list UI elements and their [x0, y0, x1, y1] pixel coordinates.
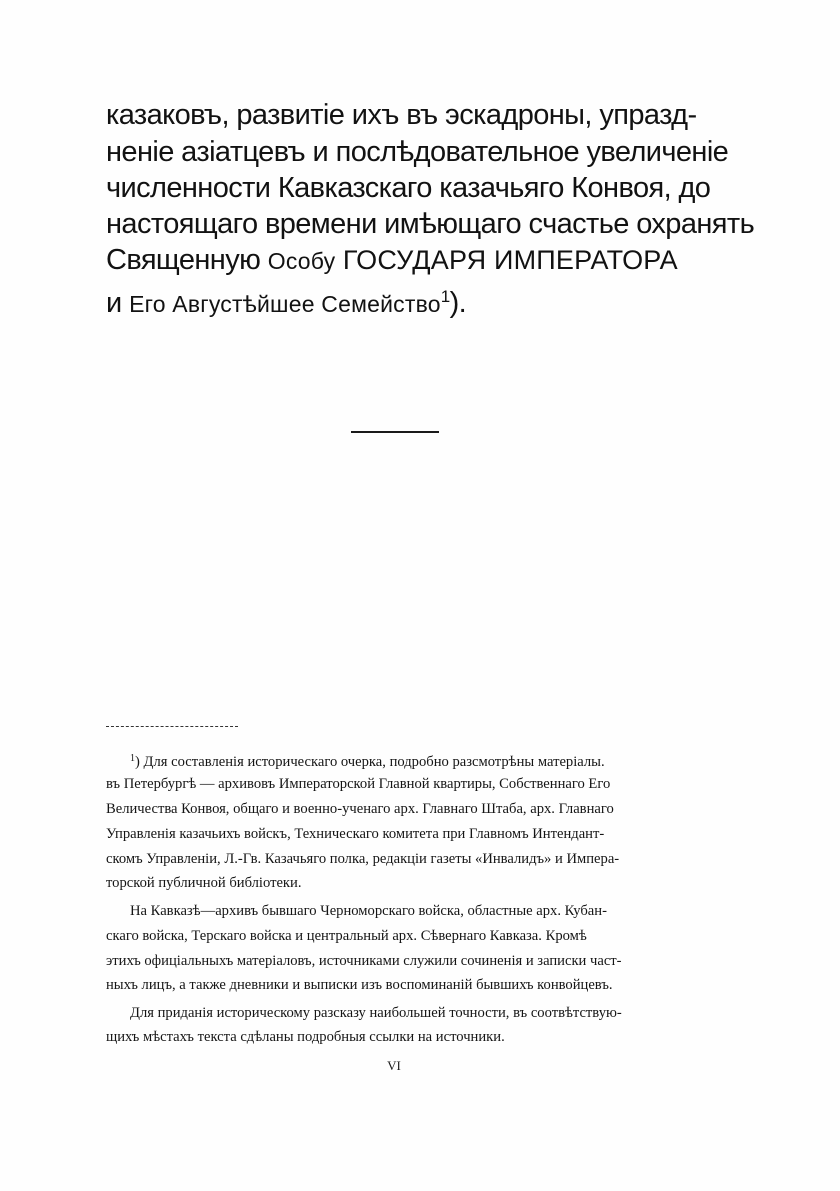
footnote-line-3: Величества Конвоя, общаго и военно-ученаго арх. Главнаго Штаба, арх. Главнаго — [106, 801, 614, 817]
main-text-emperor-caps: ГОСУДАРЯ ИМПЕРАТОРА — [342, 245, 678, 275]
section-divider — [351, 431, 439, 433]
footnote-line-1 — [130, 750, 605, 771]
footnote-rule — [106, 726, 238, 727]
footnote-marker: 1 — [130, 753, 135, 764]
page-number: VI — [387, 1058, 401, 1073]
footnote-line-10: ныхъ лицъ, а также дневники и выписки изъ воспоминаній бывшихъ конвойцевъ. — [106, 977, 613, 993]
footnote-line-9: этихъ офиціальныхъ матеріаловъ, источниками служили сочиненія и записки част- — [106, 953, 622, 969]
main-text-line-1: казаковъ, развитіе ихъ въ эскадроны, упразд- — [106, 99, 697, 131]
main-text-line-5 — [106, 243, 678, 278]
footnote-line-7: На Кавказѣ—архивъ бывшаго Черноморскаго войска, областные арх. Кубан- — [130, 903, 607, 919]
main-text-line-5-prefix: Священную — [106, 244, 261, 276]
footnote-line-5: скомъ Управленіи, Л.-Гв. Казачьяго полка, редакціи газеты «Инвалидъ» и Импера- — [106, 851, 620, 867]
main-text-small-caps: Особу — [267, 248, 336, 274]
footnote-line-2: въ Петербургѣ — архивовъ Императорской Главной квартиры, Собственнаго Его — [106, 776, 611, 792]
main-text-line-6-end: ). — [449, 287, 467, 319]
main-text-line-2: неніе азіатцевъ и послѣдовательное увеличеніе — [106, 136, 729, 168]
footnote-first-text: ) Для составленія историческаго очерка, подробно разсмотрѣны матеріалы. — [135, 754, 605, 770]
main-text-line-4: настоящаго времени имѣющаго счастье охранять — [106, 208, 755, 240]
footnote-line-4: Управленія казачьихъ войскъ, Техническаго комитета при Главномъ Интендант- — [106, 826, 605, 842]
footnote-line-11: Для приданія историческому разсказу наибольшей точности, въ соотвѣтствую- — [130, 1005, 622, 1021]
main-text-line-3: численности Кавказскаго казачьяго Конвоя, до — [106, 172, 711, 204]
footnote-reference: 1 — [440, 287, 450, 306]
footnote-line-6: торской публичной библіотеки. — [106, 875, 302, 891]
main-text-line-6-prefix: и — [106, 287, 122, 319]
main-text-family-small-caps: Его Августѣйшее Семейство — [129, 291, 441, 317]
footnote-line-12: щихъ мѣстахъ текста сдѣланы подробныя ссылки на источники. — [106, 1029, 505, 1045]
main-text-line-6 — [106, 280, 466, 321]
footnote-line-8: скаго войска, Терскаго войска и центральный арх. Сѣвернаго Кавказа. Кромѣ — [106, 928, 587, 944]
